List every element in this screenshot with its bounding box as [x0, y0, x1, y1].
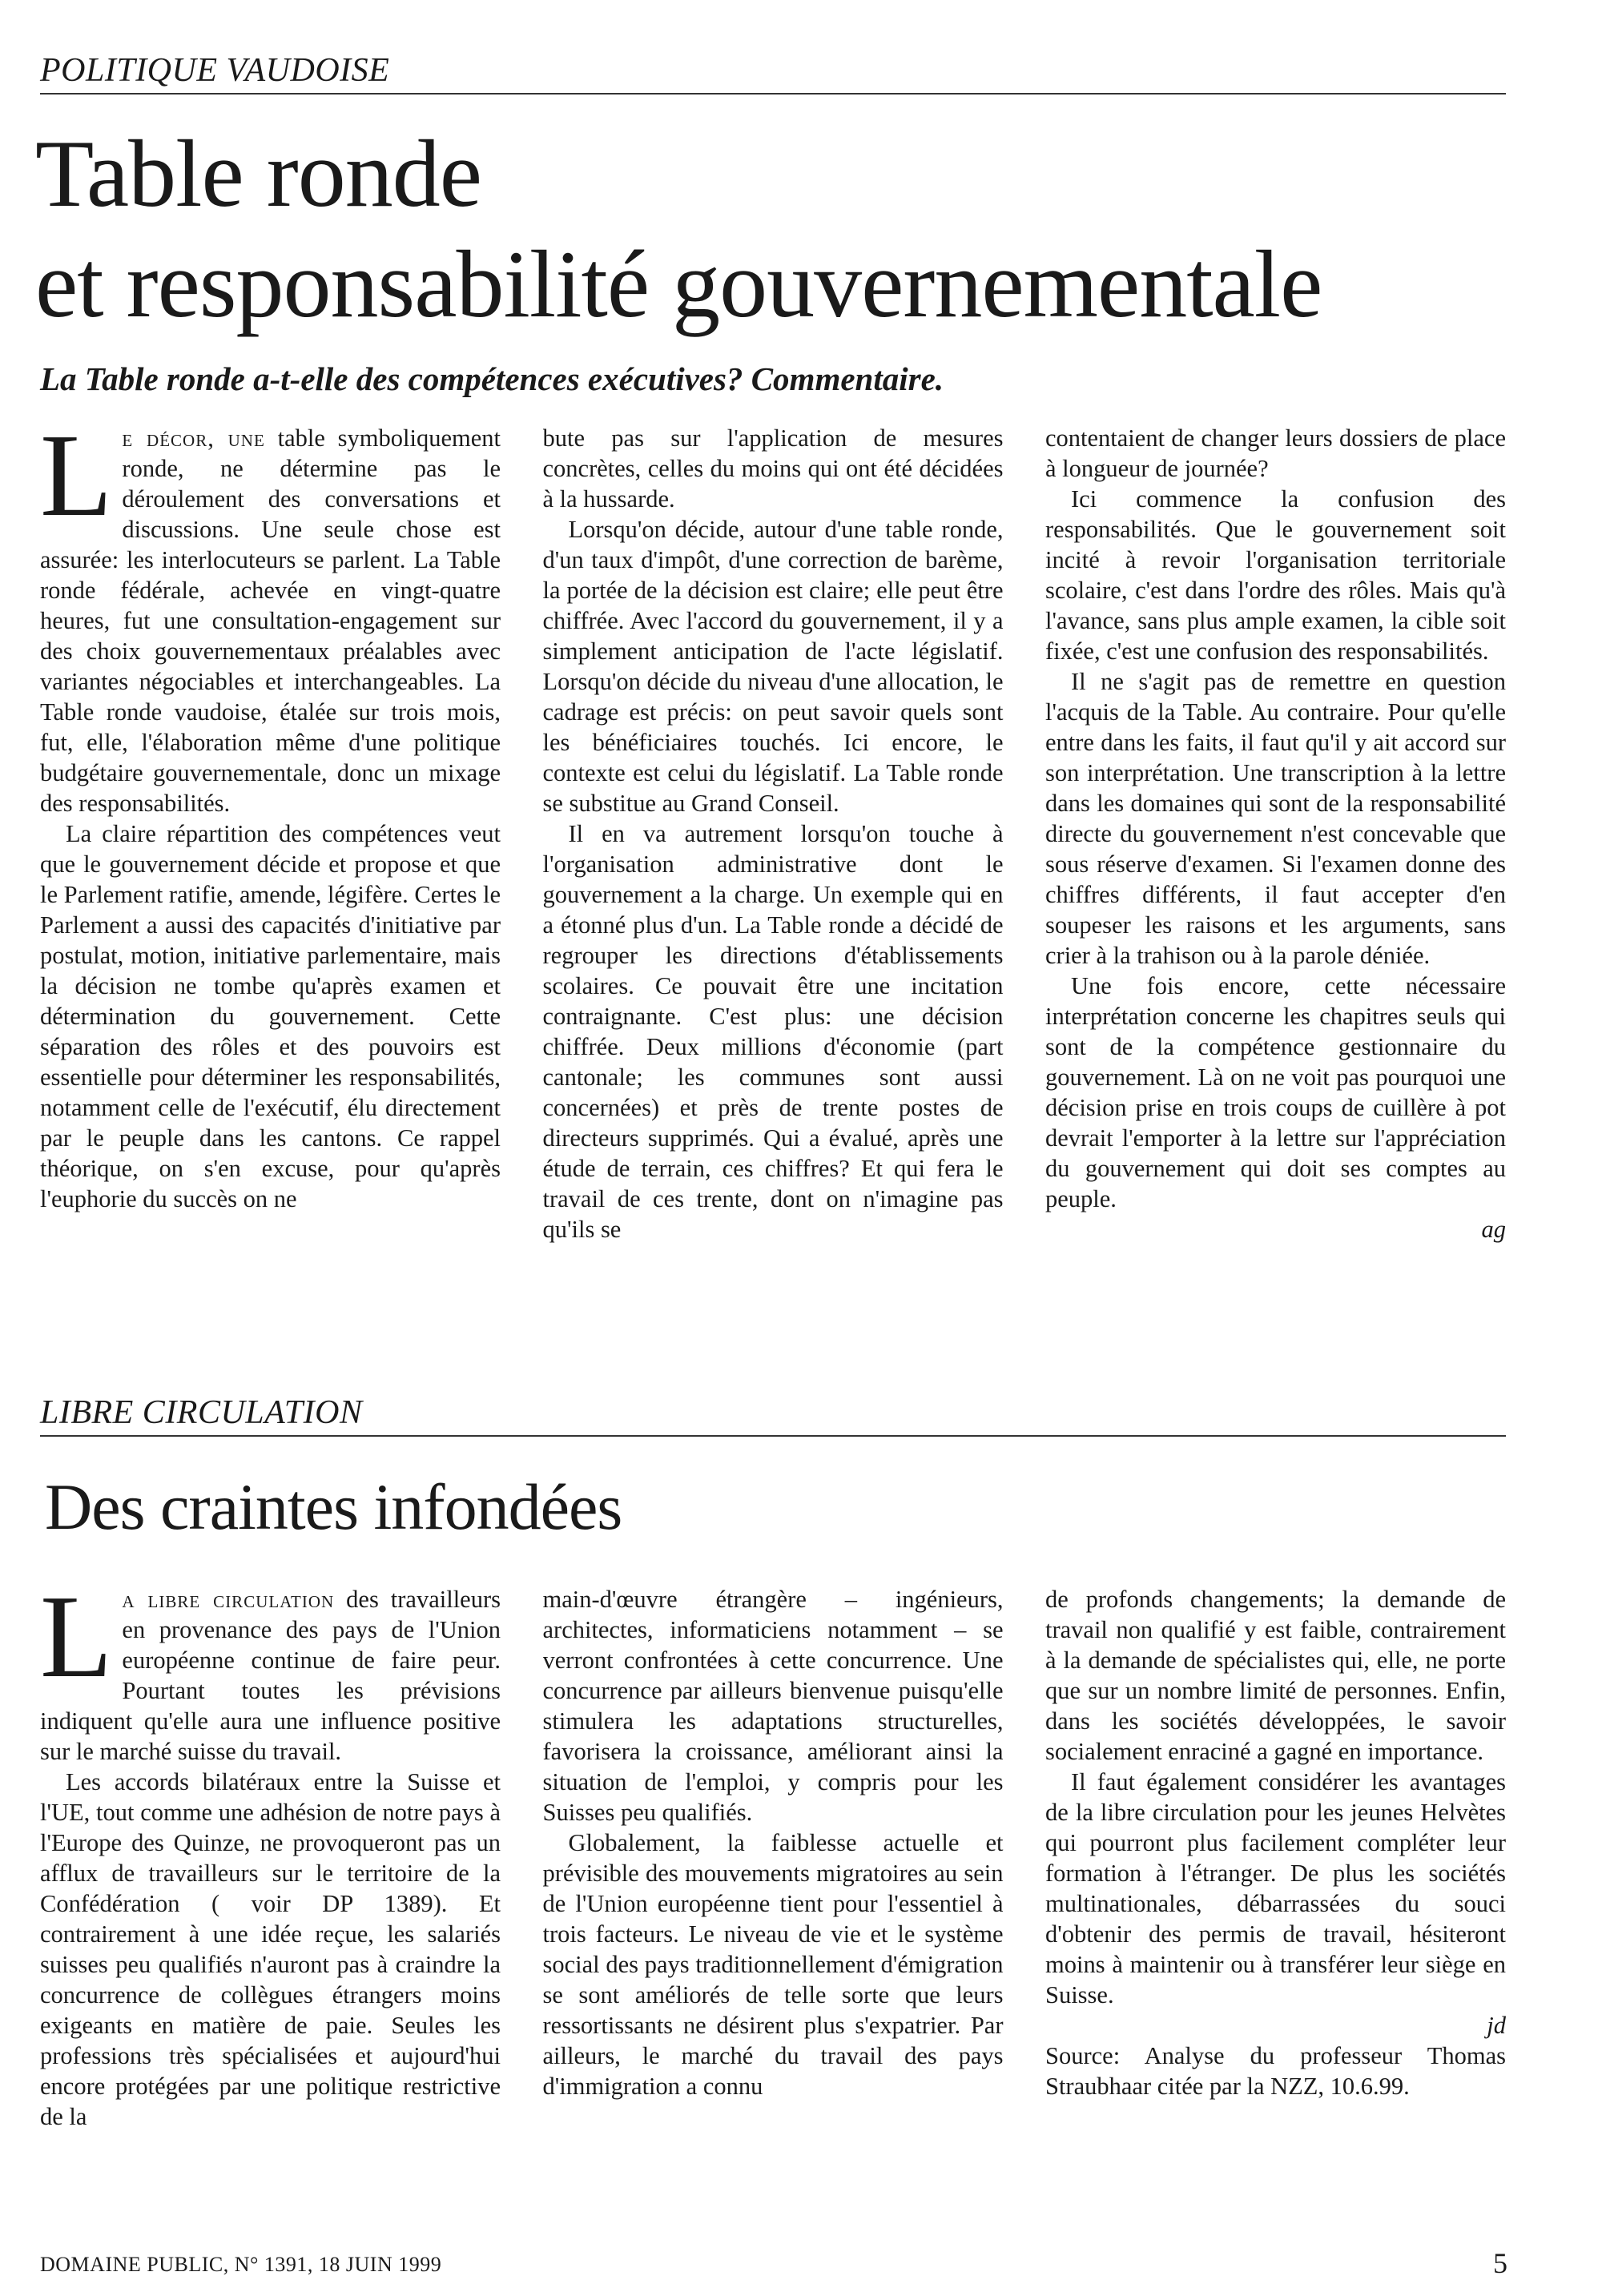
article1-column-3: [1045, 423, 1506, 1352]
article2-column-3: [1045, 1584, 1506, 2217]
article2-column-2: [543, 1584, 1004, 2217]
paragraph: [40, 1584, 501, 1767]
drop-cap: L: [40, 423, 113, 541]
article-title: Des craintes infondées: [45, 1470, 622, 1543]
paragraph: Les accords bilatéraux entre la Suisse et l'UE, tout comme une adhésion de notre pays à l'Europe des Quinze, ne provoqueront pas un afflux de travailleurs sur le territoire de la Confédération ( voir DP 1389). Et contrairement à une idée reçue, les salariés suisses peu qualifiés n'auront pas à craindre la concurrence de collègues étrangers moins exigeants en matière de paie. Seules les professions très spécialisées et aujourd'hui encore protégées par une politique restrictive de la: [40, 1768, 501, 2130]
title-line-1: Table ronde: [35, 120, 482, 227]
paragraph: Il faut également considérer les avantages de la libre circulation pour les jeunes Helvètes qui pourront plus facilement compléter leur formation à l'étranger. De plus les sociétés multinationales, débarrassées du souci d'obtenir des permis de travail, hésiteront moins à maintenir ou à transférer leur siège en Suisse.: [1045, 1768, 1506, 2008]
footer-publication: DOMAINE PUBLIC, N° 1391, 18 JUIN 1999: [40, 2253, 442, 2276]
paragraph: Une fois encore, cette nécessaire interprétation concerne les chapitres seuls qui sont de la compétence gestionnaire du gouvernement. Là on ne voit pas pourquoi une décision prise en trois coups de cuillère à pot devrait l'emporter à la lettre sur l'appréciation du gouvernement qui doit ses comptes au peuple.: [1045, 972, 1506, 1212]
section-label-libre-circulation: LIBRE CIRCULATION: [40, 1392, 1506, 1437]
paragraph: Ici commence la confusion des responsabilités. Que le gouvernement soit incité à revoir l'organisation territoriale scolaire, c'est dans l'ordre des rôles. Mais qu'à l'avance, sans plus ample examen, la cible soit fixée, c'est une confusion des responsabilités.: [1045, 485, 1506, 665]
drop-cap: L: [40, 1584, 113, 1703]
paragraph-text: table symboliquement ronde, ne détermine pas le déroulement des conversations et discussions. Une seule chose est assurée: les interlocuteurs se parlent. La Table ronde fédérale, achevée en vingt-quatre heures, fut une consultation-engagement sur des choix gouvernementaux préalables avec variantes négociables et interchangeables. La Table ronde vaudoise, étalée sur trois mois, fut, elle, l'élaboration même d'une politique budgétaire gouvernementale, donc un mixage des responsabilités.: [40, 424, 501, 817]
paragraph: [40, 423, 501, 818]
article2-column-1: [40, 1584, 501, 2217]
author-signature: jd: [1487, 2012, 1506, 2039]
title-line-2: et responsabilité gouvernementale: [35, 231, 1322, 337]
paragraph: main-d'œuvre étrangère – ingénieurs, architectes, informaticiens notamment – se verront confrontées à cette concurrence. Une concurrence par ailleurs bienvenue puisqu'elle stimulera les adaptations structurelles, favorisera la croissance, améliorant ainsi la situation de l'emploi, y compris pour les Suisses peu qualifiés.: [542, 1586, 1004, 1826]
paragraph: Il en va autrement lorsqu'on touche à l'organisation administrative dont le gouvernement a la charge. Un exemple qui en a étonné plus d'un. La Table ronde a décidé de regrouper les directions d'établissements scolaires. Ce pouvait être une incitation contraignante. C'est plus: une décision chiffrée. Deux millions d'économie (part cantonale; les communes sont aussi concernées) et près de trente postes de directeurs supprimés. Qui a évalué, après une étude de terrain, ces chiffres? Et qui fera le travail de ces trente, dont on n'imagine pas qu'ils se: [542, 820, 1004, 1243]
section-label-politique-vaudoise: POLITIQUE VAUDOISE: [40, 50, 1506, 94]
article1-columns: [40, 423, 1506, 1352]
source-note: Source: Analyse du professeur Thomas Straubhaar citée par la NZZ, 10.6.99.: [1045, 2042, 1506, 2100]
paragraph-text: des travailleurs en provenance des pays de l'Union européenne continue de faire peur. Pourtant toutes les prévisions indiquent qu'elle aura une influence positive sur le marché suisse du travail.: [40, 1586, 501, 1765]
page-number: 5: [1493, 2247, 1507, 2279]
article2-columns: [40, 1584, 1506, 2217]
article1-column-1: [40, 423, 501, 1352]
article1-column-2: [543, 423, 1004, 1352]
opening-smallcaps: a libre circulation: [122, 1586, 335, 1613]
paragraph: La claire répartition des compétences veut que le gouvernement décide et propose et que le Parlement ratifie, amende, légifère. Certes le Parlement a aussi des capacités d'initiative par postulat, motion, initiative parlementaire, mais la décision ne tombe qu'après examen et détermination du gouvernement. Cette séparation des rôles et des pouvoirs est essentielle pour déterminer les responsabilités, notamment celle de l'exécutif, élu directement par le peuple dans les cantons. Ce rappel théorique, on s'en excuse, pour qu'après l'euphorie du succès on ne: [40, 820, 501, 1212]
paragraph: Lorsqu'on décide, autour d'une table ronde, d'un taux d'impôt, d'une correction de barème, la portée de la décision est claire; elle peut être chiffrée. Avec l'accord du gouvernement, il y a simplement anticipation de l'acte législatif. Lorsqu'on décide du niveau d'une allocation, le cadrage est précis: on peut savoir quels sont les bénéficiaires touchés. Ici encore, le contexte est celui du législatif. La Table ronde se substitue au Grand Conseil.: [542, 516, 1004, 817]
author-signature: ag: [1481, 1216, 1506, 1243]
paragraph: Globalement, la faiblesse actuelle et prévisible des mouvements migratoires au sein de l'Union européenne tient pour l'essentiel à trois facteurs. Le niveau de vie et le système social des pays traditionnellement d'émigration se sont améliorés de telle sorte que leurs ressortissants ne désirent plus s'expatrier. Par ailleurs, le marché du travail des pays d'immigration a connu: [542, 1829, 1004, 2100]
paragraph: contentaient de changer leurs dossiers de place à longueur de journée?: [1045, 424, 1506, 482]
opening-smallcaps: e décor, une: [122, 424, 265, 452]
article-lead: La Table ronde a-t-elle des compétences exécutives? Commentaire.: [40, 360, 944, 397]
paragraph: Il ne s'agit pas de remettre en question l'acquis de la Table. Au contraire. Pour qu'elle entre dans les faits, il faut qu'il y ait accord sur son interprétation. Une transcription à la lettre dans les domaines qui sont de la responsabilité directe du gouvernement n'est concevable que sous réserve d'examen. Si l'examen donne des chiffres différents, il faut accepter d'en soupeser les raisons et les arguments, sans crier à la trahison ou à la parole déniée.: [1045, 668, 1506, 969]
article-title: [35, 119, 1557, 340]
paragraph: bute pas sur l'application de mesures concrètes, celles du moins qui ont été décidées à la hussarde.: [542, 424, 1004, 513]
paragraph: de profonds changements; la demande de travail non qualifié y est faible, contrairement à la demande de spécialistes qui, elle, ne porte que sur un nombre limité de personnes. Enfin, dans les sociétés développées, le savoir socialement enraciné a gagné en importance.: [1045, 1586, 1506, 1765]
